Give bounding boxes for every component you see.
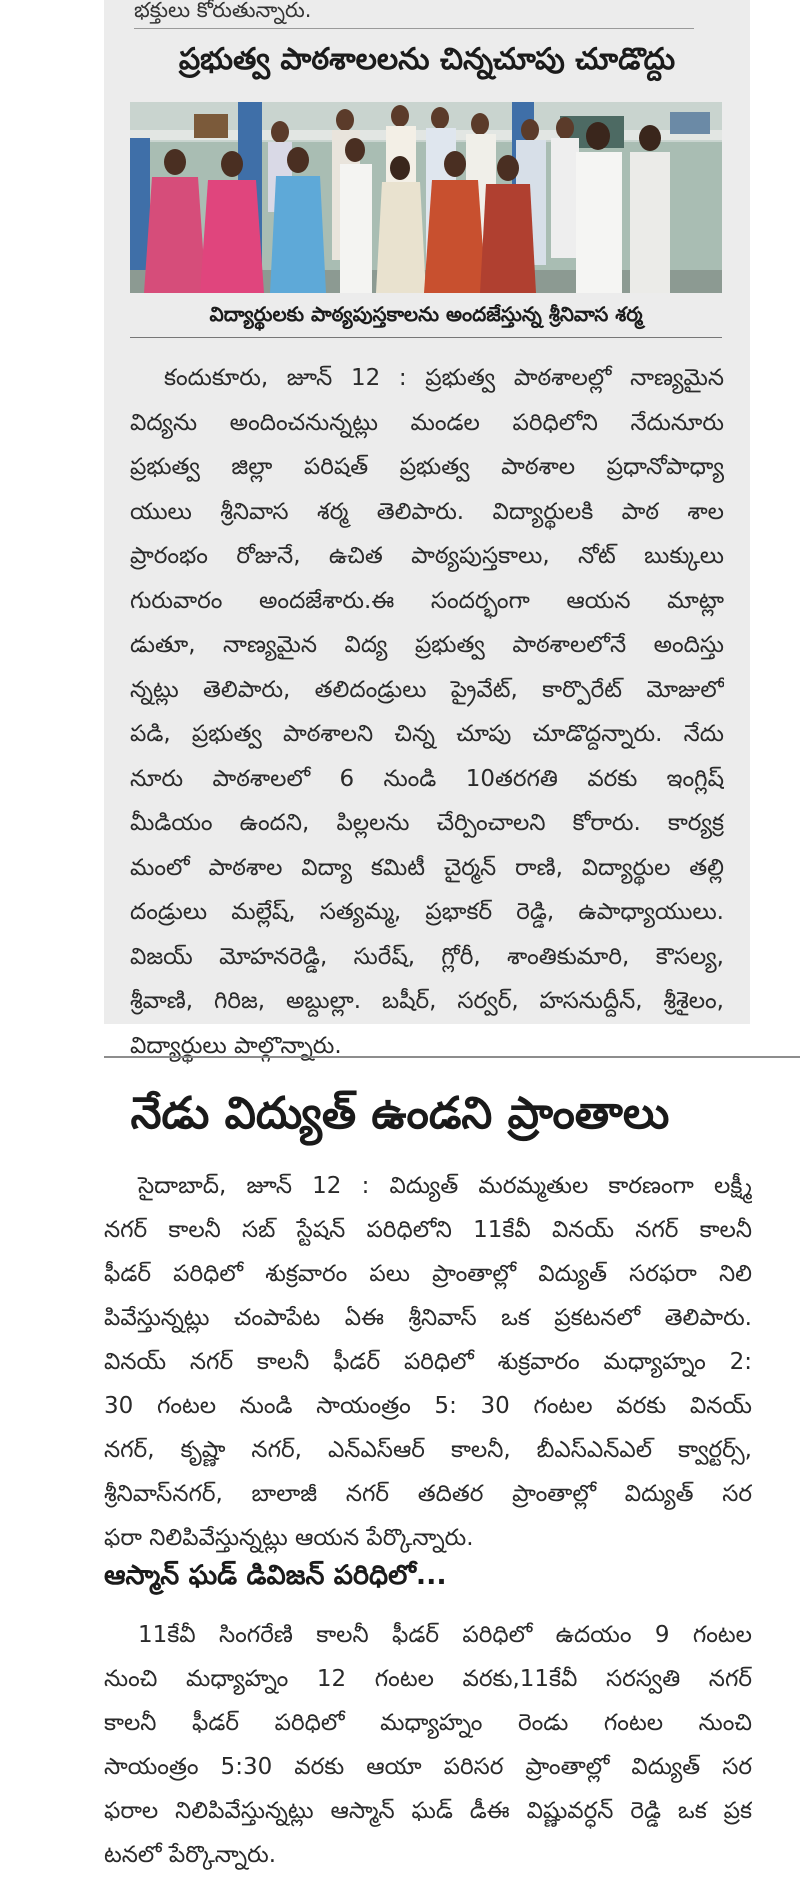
body-line: కందుకూరు, జూన్ 12 : ప్రభుత్వ పాఠశాలల్లో నాణ్యమైన — [164, 365, 724, 391]
article-school-books — [104, 0, 750, 1059]
body-line: ఫరా నిలిపివేస్తున్నట్లు ఆయన పేర్కొన్నారు. — [104, 1525, 474, 1551]
article-body — [130, 356, 724, 1068]
article-divider — [104, 1056, 800, 1058]
body-line: ప్రభుత్వ జిల్లా పరిషత్ ప్రభుత్వ పాఠశాల ప్రధానోపాధ్యా — [130, 454, 724, 480]
body-line: మీడియం ఉందని, పిల్లలను చేర్పించాలని కోరారు. కార్యక్ర — [130, 810, 724, 836]
body-line: పివేస్తున్నట్లు చంపాపేట ఏఈ శ్రీనివాస్ ఒక ప్రకటనలో తెలిపారు. — [104, 1305, 752, 1331]
photo-caption: విద్యార్థులకు పాఠ్యపుస్తకాలను అందజేస్తున్న శ్రీనివాస శర్మ — [130, 302, 722, 338]
body-line: విద్యను అందించనున్నట్లు మండల పరిధిలోని నేదునూరు — [130, 409, 724, 436]
body-line: వినయ్ నగర్ కాలనీ ఫీడర్ పరిధిలో శుక్రవారం మధ్యాహ్నం 2: — [104, 1349, 752, 1375]
news-photo — [130, 102, 722, 293]
body-line: 30 గంటల నుండి సాయంత్రం 5: 30 గంటల వరకు వినయ్ — [104, 1393, 752, 1419]
body-line: డుతూ, నాణ్యమైన విద్య ప్రభుత్వ పాఠశాలలోనే అందిస్తు — [130, 632, 724, 658]
body-line: శ్రీవాణి, గిరిజ, అబ్దుల్లా. బషీర్, సర్వర్, హసనుద్దీన్, శ్రీశైలం, — [130, 988, 724, 1014]
body-line: న్నట్లు తెలిపారు, తలిదండ్రులు ప్రైవేట్, కార్పొరేట్ మోజులో — [130, 676, 724, 703]
article-headline: ప్రభుత్వ పాఠశాలలను చిన్నచూపు చూడొద్దు — [178, 42, 676, 77]
body-line: యులు శ్రీనివాస శర్మ తెలిపారు. విద్యార్థులకి పాఠ శాల — [130, 498, 724, 525]
article-body — [104, 1164, 752, 1560]
body-line: ప్రారంభం రోజునే, ఉచిత పాఠ్యపుస్తకాలు, నోట్ బుక్కులు — [130, 543, 724, 569]
body-line: 11కేవీ సింగరేణి కాలనీ ఫీడర్ పరిధిలో ఉదయం 9 గంటల — [138, 1622, 752, 1648]
body-line: దండ్రులు మల్లేష్, సత్యమ్మ, ప్రభాకర్ రెడ్డి, ఉపాధ్యాయులు. — [130, 899, 724, 925]
body-line: మంలో పాఠశాల విద్యా కమిటీ చైర్మన్ రాణి, విద్యార్థుల తల్లి — [130, 854, 724, 881]
article-headline: నేడు విద్యుత్ ఉండని ప్రాంతాలు — [130, 1088, 670, 1139]
body-line: గురువారం అందజేశారు.ఈ సందర్భంగా ఆయన మాట్లా — [130, 587, 724, 614]
body-line: నగర్ కాలనీ సబ్ స్టేషన్ పరిధిలోని 11కేవీ వినయ్ నగర్ కాలనీ — [104, 1217, 752, 1243]
body-line: శ్రీనివాస్‌నగర్, బాలాజీ నగర్ తదితర ప్రాంతాల్లో విద్యుత్ సర — [104, 1481, 752, 1507]
body-line: ఫరాల నిలిపివేస్తున్నట్లు ఆస్మాన్ ఘడ్ డీఈ విష్ణువర్ధన్ రెడ్డి ఒక ప్రక — [104, 1798, 752, 1824]
article-body — [104, 1613, 752, 1877]
body-line: సాయంత్రం 5:30 వరకు ఆయా పరిసర ప్రాంతాల్లో విద్యుత్ సర — [104, 1754, 752, 1780]
body-line: నుంచి మధ్యాహ్నం 12 గంటల వరకు,11కేవీ సరస్వతి నగర్ — [104, 1666, 752, 1692]
body-line: కాలనీ ఫీడర్ పరిధిలో మధ్యాహ్నం రెండు గంటల నుంచి — [104, 1710, 752, 1736]
previous-article-fragment: భక్తులు కోరుతున్నారు. — [134, 0, 694, 29]
body-line: సైదాబాద్, జూన్ 12 : విద్యుత్ మరమ్మతుల కారణంగా లక్ష్మీ — [138, 1173, 752, 1199]
body-line: విజయ్ మోహనరెడ్డి, సురేష్, గ్లోరీ, శాంతికుమారి, కౌసల్య, — [130, 943, 724, 970]
body-line: నగర్, కృష్ణా నగర్, ఎన్ఎస్ఆర్ కాలనీ, బీఎస్ఎన్ఎల్ క్వార్టర్స్, — [104, 1437, 752, 1463]
section-subheading: ఆస్మాన్ ఘడ్ డివిజన్ పరిధిలో... — [104, 1560, 447, 1591]
body-line: నూరు పాఠశాలలో 6 నుండి 10తరగతి వరకు ఇంగ్లిష్ — [130, 765, 724, 792]
body-line: ఫీడర్ పరిధిలో శుక్రవారం పలు ప్రాంతాల్లో విద్యుత్ సరఫరా నిలి — [104, 1261, 752, 1287]
body-line: పడి, ప్రభుత్వ పాఠశాలని చిన్న చూపు చూడొద్దన్నారు. నేదు — [130, 721, 724, 747]
body-line: టనలో పేర్కొన్నారు. — [104, 1842, 277, 1868]
body-line: విద్యార్థులు పాల్గొన్నారు. — [130, 1032, 342, 1059]
